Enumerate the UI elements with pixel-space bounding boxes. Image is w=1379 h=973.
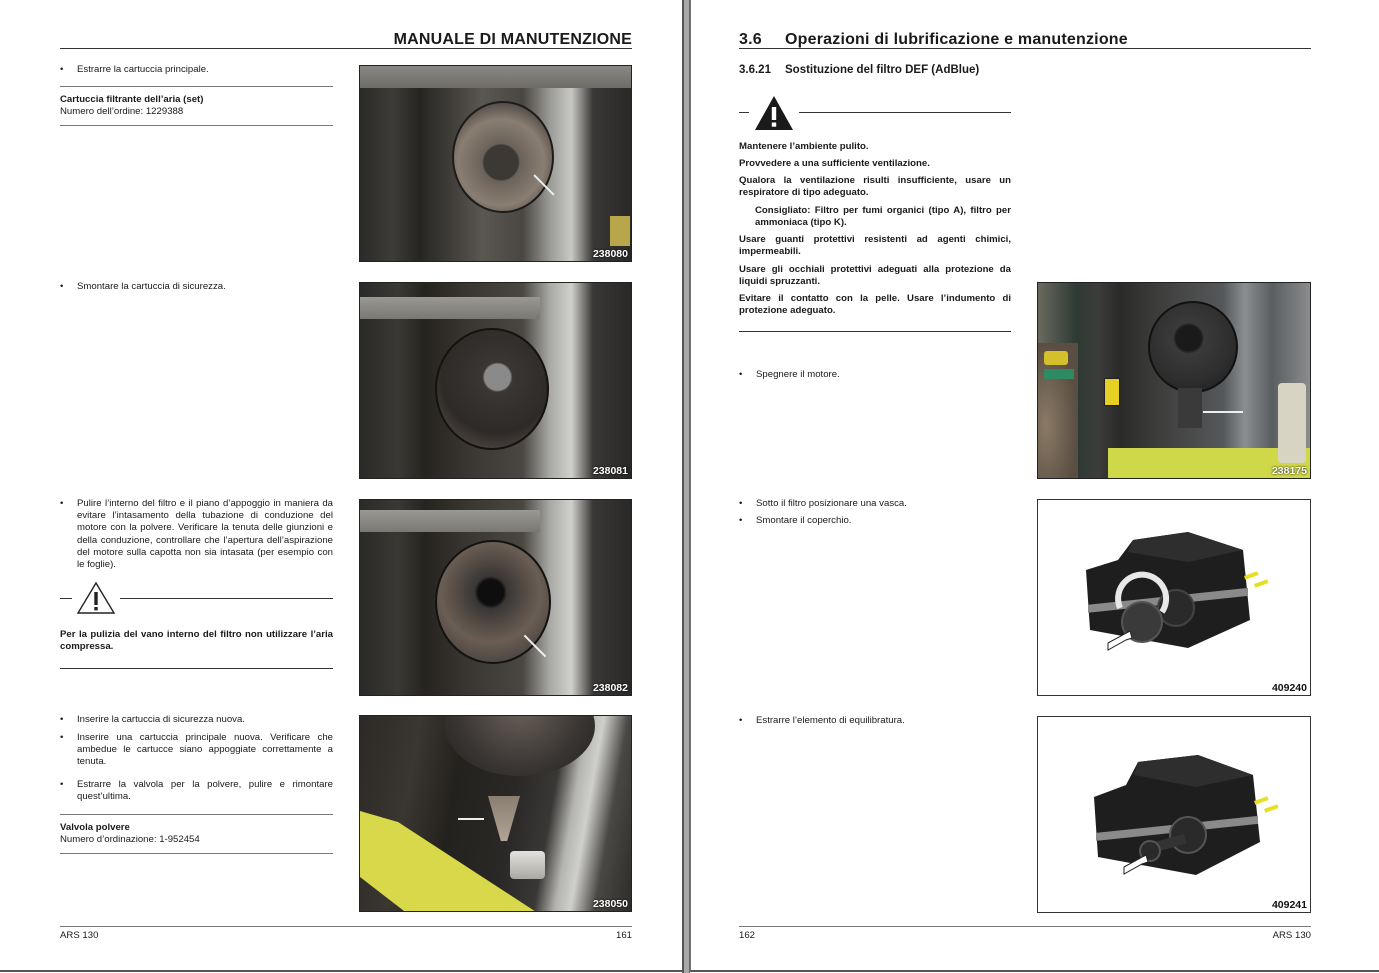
bracket-shape: [1278, 383, 1306, 463]
step-text: Estrarre la cartuccia principale.: [77, 64, 209, 75]
chapter-title: Operazioni di lubrificazione e manutenzione: [785, 31, 1128, 48]
photo-air-filter-main-cartridge: [359, 65, 632, 262]
photo-safety-cartridge: [359, 282, 632, 479]
part-name: Valvola polvere: [60, 822, 130, 833]
header-title: MANUALE DI MANUTENZIONE: [393, 31, 632, 48]
warning-rule-bottom: [739, 331, 1011, 332]
figure-id: 238081: [592, 465, 628, 477]
bullet-dot: •: [60, 779, 64, 790]
bullet-dot: •: [739, 515, 743, 526]
warning-line: Provvedere a una sufficiente ventilazione.: [739, 158, 930, 169]
step-text: Estrarre l’elemento di equilibratura.: [756, 715, 905, 726]
warning-triangle-outline-icon: [76, 581, 116, 615]
bullet-dot: •: [60, 498, 64, 509]
warning-rule-bottom: [60, 668, 333, 669]
warning-triangle-filled-icon: [754, 95, 794, 131]
bullet-dot: •: [739, 369, 743, 380]
header-rule: [60, 48, 632, 49]
warning-line: Usare gli occhiali protettivi adeguati alla protezione da liquidi spruzzanti.: [739, 264, 1011, 288]
diagram-remove-cover: [1037, 499, 1311, 696]
figure-id: 238175: [1271, 465, 1307, 477]
step-bullet: [739, 715, 1011, 729]
page-gutter: [682, 0, 690, 973]
step-text: Inserire la cartuccia di sicurezza nuova.: [77, 714, 245, 725]
bracket-shape: [610, 216, 630, 246]
divider: [60, 853, 333, 854]
step-text: Sotto il filtro posizionare una vasca.: [756, 498, 907, 509]
step-text: Spegnere il motore.: [756, 369, 840, 380]
right-page: [690, 0, 1379, 972]
footer-model: ARS 130: [60, 930, 99, 941]
warning-line-indented: Consigliato: Filtro per fumi organici (tipo A), filtro per ammoniaca (tipo K).: [755, 205, 1011, 229]
warning-rule-left: [60, 598, 72, 599]
filter-neck-shape: [1178, 388, 1202, 428]
step-text: Inserire una cartuccia principale nuova. Verificare che ambedue le cartucce siano appoggiate correttamente a tenuta.: [77, 732, 333, 768]
photo-def-filter-location: [1037, 282, 1311, 479]
def-pump-illustration: [1038, 717, 1311, 913]
bullet-dot: •: [739, 715, 743, 726]
dust-valve-shape: [488, 796, 520, 841]
pipe-shape: [360, 297, 540, 319]
def-filter-cover-shape: [1148, 301, 1238, 393]
footer-model: ARS 130: [1272, 930, 1311, 941]
warning-line: Qualora la ventilazione risulti insufficiente, usare un respiratore di tipo adeguato.: [739, 175, 1011, 199]
step-bullet: [60, 498, 333, 573]
step-text: Smontare il coperchio.: [756, 515, 852, 526]
section-number: 3.6.21: [739, 64, 771, 76]
left-page: [0, 0, 682, 972]
footer-page-number: 162: [739, 930, 756, 941]
step-bullet: [60, 64, 333, 78]
filter-housing-shape: [452, 101, 554, 213]
divider: [60, 125, 333, 126]
step-bullet: [739, 515, 1011, 529]
photo-dust-valve: [359, 715, 632, 912]
cap-yellow-shape: [1044, 351, 1068, 365]
warning-rule-right: [799, 112, 1011, 113]
warning-text: Per la pulizia del vano interno del filtro non utilizzare l’aria compressa.: [60, 629, 333, 653]
green-component-shape: [1044, 369, 1074, 379]
step-bullet: [60, 281, 333, 295]
step-text: Smontare la cartuccia di sicurezza.: [77, 281, 226, 292]
figure-id: 409241: [1271, 899, 1307, 911]
section-title: Sostituzione del filtro DEF (AdBlue): [785, 64, 980, 76]
part-name: Cartuccia filtrante dell’aria (set): [60, 94, 204, 105]
bullet-dot: •: [739, 498, 743, 509]
step-bullet: [60, 732, 333, 768]
def-pump-illustration: [1038, 500, 1311, 696]
divider: [60, 814, 333, 815]
divider: [60, 86, 333, 87]
figure-id: 409240: [1271, 682, 1307, 694]
header-rule: [739, 48, 1311, 49]
warning-sticker-shape: [1104, 378, 1120, 406]
warning-line: Evitare il contatto con la pelle. Usare l’indumento di protezione adeguato.: [739, 293, 1011, 317]
pipe-shape: [360, 510, 540, 532]
warning-line: Usare guanti protettivi resistenti ad agenti chimici, impermeabili.: [739, 234, 1011, 258]
part-number: Numero d’ordinazione: 1-952454: [60, 834, 200, 845]
figure-id: 238080: [592, 248, 628, 260]
diagram-remove-balancing-element: [1037, 716, 1311, 913]
step-bullet: [60, 714, 333, 728]
photo-clean-filter-housing: [359, 499, 632, 696]
canister-shape: [510, 851, 545, 879]
warning-line: Mantenere l’ambiente pulito.: [739, 141, 869, 152]
bullet-dot: •: [60, 64, 64, 75]
figure-id: 238082: [592, 682, 628, 694]
footer-page-number: 161: [615, 930, 632, 941]
step-text: Pulire l’interno del filtro e il piano d’appoggio in maniera da evitare l’intasamento della tubazione di conduzione del motore con la polvere. Verificare la tenuta delle giunzioni e della conduzione, controllare che l’apertura dell’aspirazione del motore sulla capotta non sia intasata (per esempio con le foglie).: [77, 498, 333, 571]
warning-rule-right: [120, 598, 333, 599]
step-bullet: [739, 369, 1011, 383]
warning-rule-left: [739, 112, 749, 113]
figure-id: 238050: [592, 898, 628, 910]
bullet-dot: •: [60, 281, 64, 292]
pipe-shape: [360, 66, 631, 88]
bullet-dot: •: [60, 714, 64, 725]
filter-housing-shape: [445, 715, 595, 776]
bullet-dot: •: [60, 732, 64, 743]
footer-rule: [739, 926, 1311, 927]
footer-rule: [60, 926, 632, 927]
filter-housing-shape: [435, 328, 549, 450]
step-text: Estrarre la valvola per la polvere, pulire e rimontare quest’ultima.: [77, 779, 333, 803]
step-bullet: [60, 779, 333, 807]
pointer-arrow: [1203, 411, 1243, 413]
part-number: Numero dell’ordine: 1229388: [60, 106, 184, 117]
step-bullet: [739, 498, 1011, 512]
pointer-arrow: [458, 818, 484, 820]
chapter-number: 3.6: [739, 31, 762, 48]
